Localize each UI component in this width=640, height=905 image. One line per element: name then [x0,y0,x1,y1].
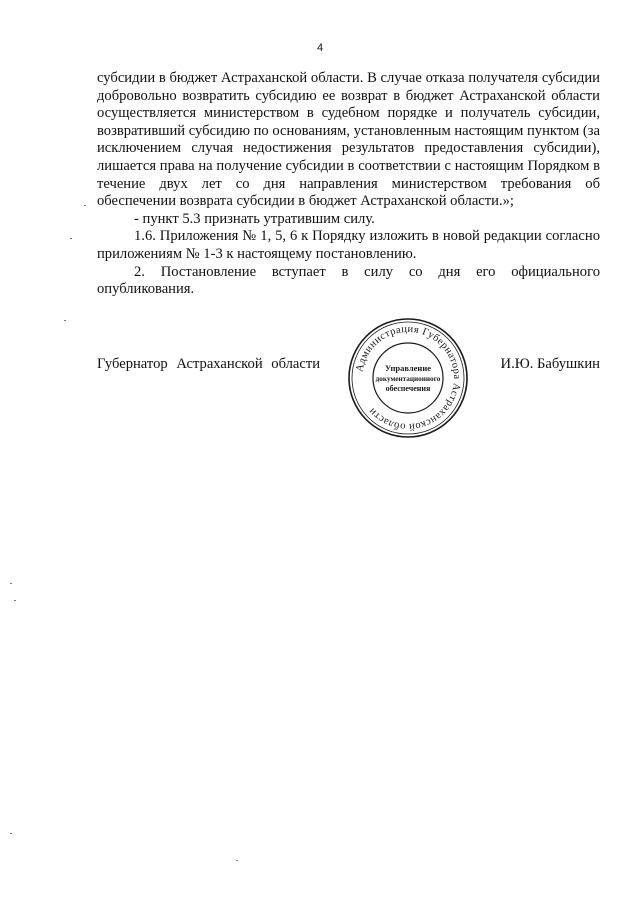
document-body [97,70,600,299]
official-seal-stamp [346,316,470,440]
paragraph-effective-date: 2. Постановление вступает в силу со дня его официального опубликования. [97,263,600,298]
seal-ring-text: Администрация Губернатора Астраханской области [354,323,463,433]
signatory-name: И.Ю. Бабушкин [500,356,600,372]
scan-speck [64,320,66,321]
paragraph-subsidy-return: субсидии в бюджет Астраханской области. В случае отказа получателя субсидии добровольно возвратить субсидию ее возврат в бюджет Астраханской области осуществляется министерством в судебном порядке и получатель субсидии, возвративший субсидию по основаниям, установленным настоящим пунктом (за исключением случая недостижения результатов предоставления субсидии), лишается права на получение субсидии в соответствии с настоящим Порядком в течение двух лет со дня направления министерством требования об обеспечении возврата субсидии в бюджет Астраханской области.»; [97,70,600,210]
scan-speck [84,205,86,206]
scan-speck [14,600,16,601]
signatory-title: Губернатор Астраханской области [97,356,321,372]
scan-speck [10,583,12,584]
page-number: 4 [316,42,324,54]
seal-center-line-3: обеспечения [385,384,431,393]
paragraph-clause-5-3: - пункт 5.3 признать утратившим силу. [134,210,375,227]
paragraph-clause-1-6: 1.6. Приложения № 1, 5, 6 к Порядку изложить в новой редакции согласно приложениям № 1-3 к настоящему постановлению. [97,228,600,262]
scan-speck [10,833,12,834]
scan-speck [70,238,72,239]
seal-center-line-2: документационного [375,375,441,383]
seal-center-line-1: Управление [384,363,432,373]
scan-speck [236,860,238,861]
